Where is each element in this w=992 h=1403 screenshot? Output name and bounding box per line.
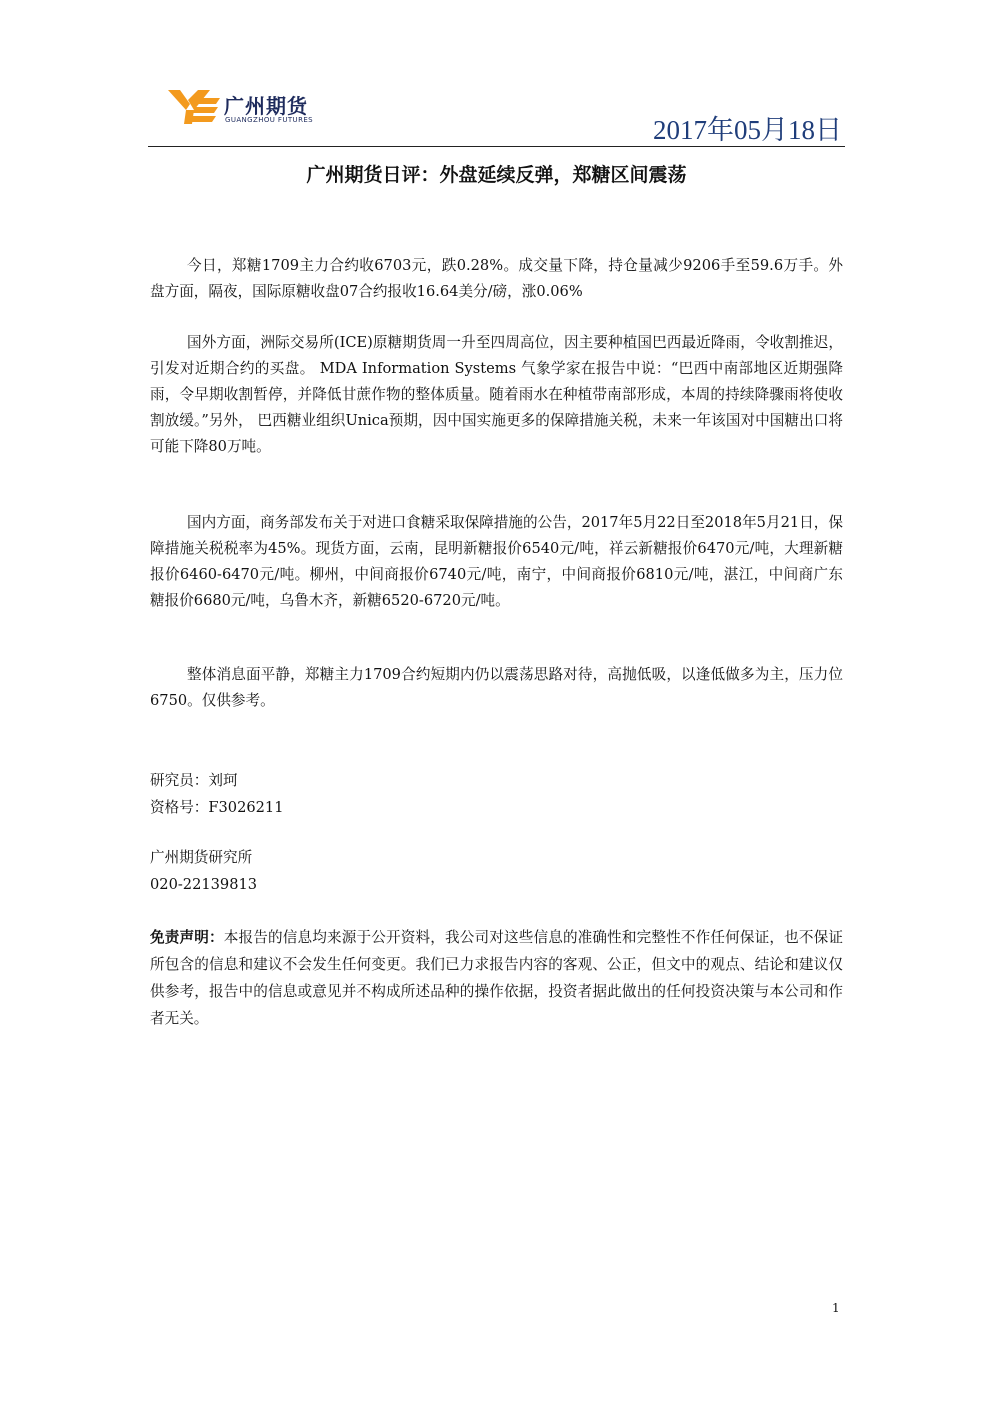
researcher-info — [150, 767, 843, 821]
disclaimer — [150, 924, 843, 1032]
paragraph-market-summary: 今日，郑糖1709主力合约收6703元，跌0.28%。成交量下降，持仓量减少9206手至59.6万手。外盘方面，隔夜，国际原糖收盘07合约报收16.64美分/磅，涨0.06% — [150, 257, 843, 300]
report-date: 2017年05月18日 — [653, 115, 842, 145]
disclaimer-label: 免责声明： — [150, 929, 224, 946]
page-number: 1 — [832, 1301, 840, 1315]
disclaimer-text: 本报告的信息均来源于公开资料，我公司对这些信息的准确性和完整性不作任何保证，也不保证所包含的信息和建议不会发生任何变更。我们已力求报告内容的客观、公正，但文中的观点、结论和建议仅供参考，报告中的信息或意见并不构成所述品种的操作依据，投资者据此做出的任何投资决策与本公司和作者无关。 — [150, 929, 843, 1027]
paragraph-outlook: 整体消息面平静，郑糖主力1709合约短期内仍以震荡思路对待，高抛低吸，以逢低做多为主，压力位6750。仅供参考。 — [150, 666, 843, 709]
paragraph-international: 国外方面，洲际交易所(ICE)原糖期货周一升至四周高位，因主要种植国巴西最近降雨，令收割推迟，引发对近期合约的买盘。 MDA Information Systems 气象学家在报告中说：“巴西中南部地区近期强降雨，令早期收割暂停，并降低甘蔗作物的整体质量。随着雨水在种植带南部形成，本周的持续降骤雨将使收割放缓。”另外， 巴西糖业组织Unica预期，因中国实施更多的保障措施关税，未来一年该国对中国糖出口将可能下降80万吨。 — [150, 334, 843, 455]
logo-name-en: GUANGZHOU FUTURES — [225, 116, 313, 124]
researcher-qualification: 资格号：F3026211 — [150, 799, 284, 816]
institute-phone: 020-22139813 — [150, 876, 258, 893]
paragraph-domestic: 国内方面，商务部发布关于对进口食糖采取保障措施的公告，2017年5月22日至2018年5月21日，保障措施关税税率为45%。现货方面，云南，昆明新糖报价6540元/吨，祥云新糖报价6470元/吨，大理新糖报价6460-6470元/吨。柳州，中间商报价6740元/吨，南宁，中间商报价6810元/吨，湛江，中间商广东糖报价6680元/吨，乌鲁木齐，新糖6520-6720元/吨。 — [150, 514, 843, 609]
logo-mark-icon — [168, 88, 220, 126]
institute-info — [150, 844, 843, 898]
researcher-name: 研究员：刘珂 — [150, 772, 238, 789]
institute-name: 广州期货研究所 — [150, 849, 253, 866]
logo-name-cn: 广州期货 — [224, 94, 308, 118]
header-divider — [148, 146, 845, 147]
company-logo — [168, 88, 358, 128]
report-title: 广州期货日评：外盘延续反弹，郑糖区间震荡 — [306, 164, 687, 186]
